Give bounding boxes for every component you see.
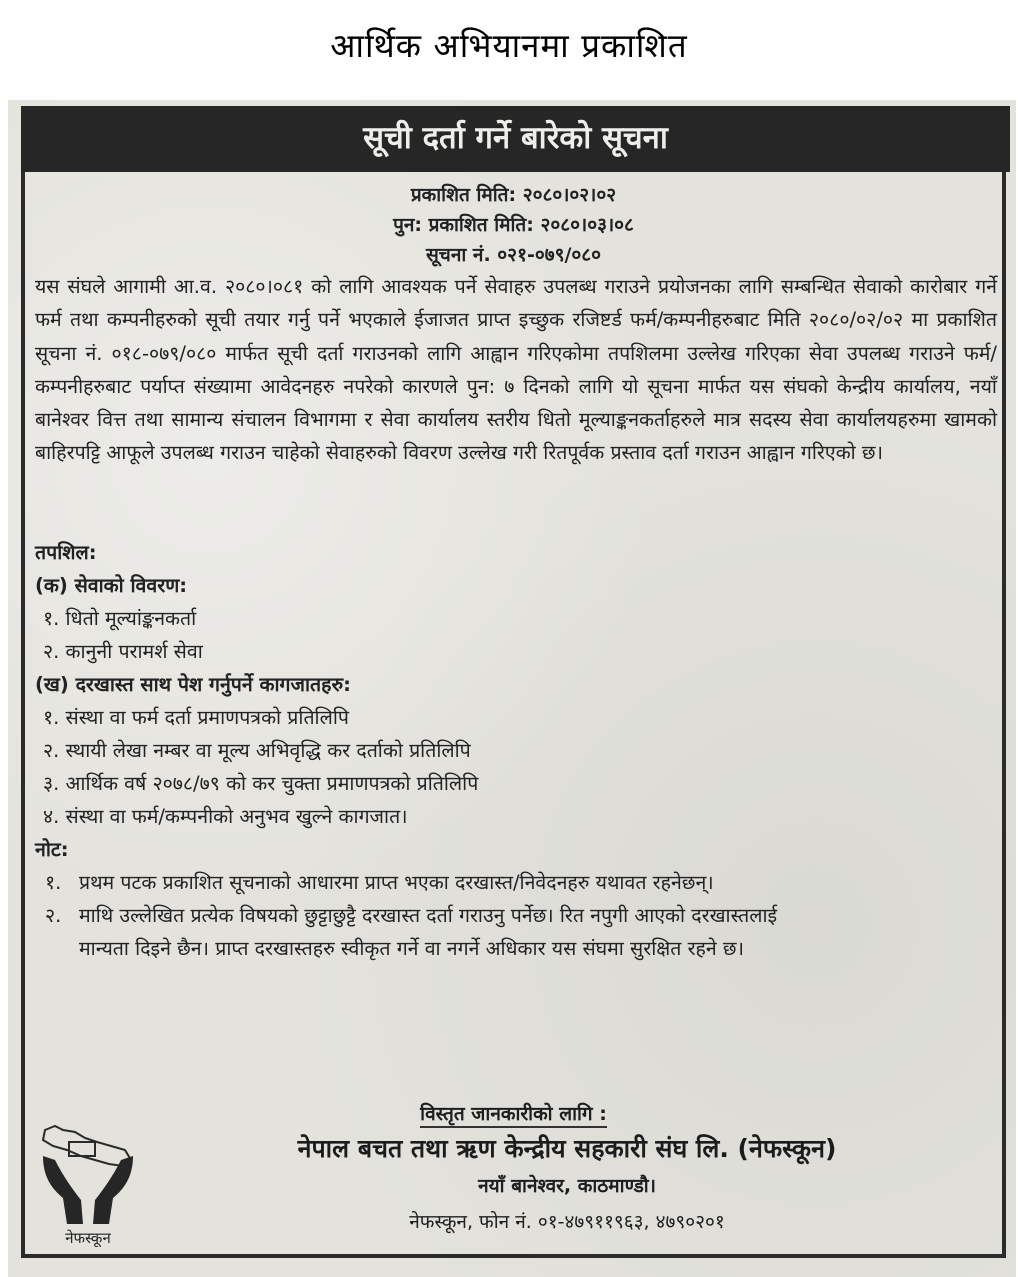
document-item: २. स्थायी लेखा नम्बर वा मूल्य अभिवृद्धि कर दर्ताको प्रतिलिपि <box>43 739 471 762</box>
note-item <box>35 899 997 932</box>
notice-meta <box>25 180 1002 270</box>
newspaper-clipping <box>8 100 1016 1277</box>
republished-date: पुन: प्रकाशित मिति: २०८०।०३।०८ <box>393 214 634 236</box>
more-info-label <box>25 1099 1002 1129</box>
documents-heading: (ख) दरखास्त साथ पेश गर्नुपर्ने कागजातहरु: <box>35 673 351 696</box>
schedule-section <box>35 536 997 965</box>
nefscun-logo <box>33 1116 143 1256</box>
note-number: २. <box>45 904 62 927</box>
notice-number: सूचना नं. ०२१-०७९/०८० <box>425 244 602 266</box>
notice-title: सूची दर्ता गर्ने बारेको सूचना <box>21 106 1010 172</box>
note-text: प्रथम पटक प्रकाशित सूचनाको आधारमा प्राप्त भएका दरखास्त/निवेदनहरु यथावत रहनेछन्। <box>79 871 714 894</box>
services-heading: (क) सेवाको विवरण: <box>35 574 188 597</box>
published-date: प्रकाशित मिति: २०८०।०२।०२ <box>410 184 617 206</box>
note-number: १. <box>45 871 62 894</box>
schedule-heading: तपशिल: <box>35 541 97 564</box>
document-item: १. संस्था वा फर्म दर्ता प्रमाणपत्रको प्रतिलिपि <box>43 706 349 729</box>
organization-phone: नेफस्कून, फोन नं. ०१-४७९११९६३, ४७९०२०१ <box>409 1211 725 1233</box>
note-continuation: मान्यता दिइने छैन। प्राप्त दरखास्तहरु स्वीकृत गर्ने वा नगर्ने अधिकार यस संघमा सुरक्षित रहने छ। <box>79 937 744 960</box>
organization-address: नयाँ बानेश्वर, काठमाण्डौ। <box>478 1175 656 1197</box>
notice-body: यस संघले आगामी आ.व. २०८०।०८१ को लागि आवश्यक पर्ने सेवाहरु उपलब्ध गराउने प्रयोजनका लागि सम्बन्धित सेवाको कारोबार गर्ने फर्म तथा कम्पनीहरुको सूची तयार गर्नु पर्ने भएकाले ईजाजत प्राप्त इच्छुक रजिष्टर्ड फर्म/कम्पनीहरुबाट मिति २०८०/०२/०२ मा प्रकाशित सूचना नं. ०१८-०७९/०८० मार्फत सूची दर्ता गराउनको लागि आह्वान गरिएकोमा तपशिलमा उल्लेख गरिएका सेवा उपलब्ध गराउने फर्म/कम्पनीहरुबाट पर्याप्त संख्यामा आवेदनहरु नपरेको कारणले पुन: ७ दिनको लागि यो सूचना मार्फत यस संघको केन्द्रीय कार्यालय, नयाँ बानेश्वर वित्त तथा सामान्य संचालन विभागमा र सेवा कार्यालय स्तरीय धितो मूल्याङ्कनकर्ताहरुले मात्र सदस्य सेवा कार्यालयहरुमा खामको बाहिरपट्टि आफूले उपलब्ध गराउन चाहेको सेवाहरुको विवरण उल्लेख गरी रितपूर्वक प्रस्ताव दर्ता गराउन आह्वान गरिएको छ। <box>35 275 997 465</box>
organization-name: नेपाल बचत तथा ऋण केन्द्रीय सहकारी संघ लि. (नेफस्कून) <box>297 1134 837 1163</box>
note-item <box>35 866 997 899</box>
notice-box <box>21 106 1006 1258</box>
service-item: १. धितो मूल्यांङ्कनकर्ता <box>43 607 197 630</box>
notes-heading: नोट: <box>35 838 69 861</box>
more-info-label-text: विस्तृत जानकारीको लागि : <box>420 1103 607 1128</box>
hands-holding-nepal-map-icon <box>33 1116 143 1228</box>
document-item: ३. आर्थिक वर्ष २०७८/७९ को कर चुक्ता प्रमाणपत्रको प्रतिलिपि <box>43 772 479 795</box>
service-item: २. कानुनी परामर्श सेवा <box>43 640 203 663</box>
page-caption: आर्थिक अभियानमा प्रकाशित <box>330 26 688 65</box>
note-text: माथि उल्लेखित प्रत्येक विषयको छुट्टाछुट्टै दरखास्त दर्ता गराउनु पर्नेछ। रित नपुगी आएको दरखास्तलाई <box>79 904 778 927</box>
document-item: ४. संस्था वा फर्म/कम्पनीको अनुभव खुल्ने कागजात। <box>43 805 408 828</box>
logo-caption: नेफस्कून <box>65 1229 111 1247</box>
